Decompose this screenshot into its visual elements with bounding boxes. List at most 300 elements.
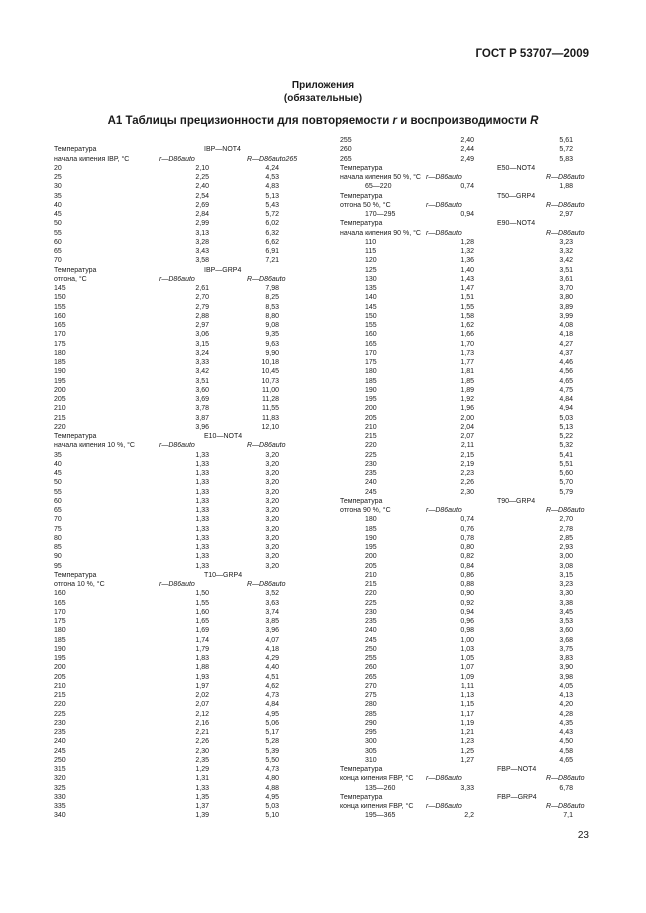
reproducibility-cell: 6,78 — [559, 784, 573, 792]
table-row — [340, 700, 575, 709]
table-title-mid: и воспроизводимости — [397, 115, 531, 127]
reproducibility-cell: 5,39 — [265, 747, 279, 755]
table-row — [340, 626, 575, 635]
temperature-cell: 155 — [54, 303, 66, 311]
reproducibility-cell: 5,51 — [559, 460, 573, 468]
group-header-row — [340, 793, 575, 802]
temperature-cell: 265 — [340, 155, 352, 163]
table-row — [340, 478, 575, 487]
reproducibility-cell: 5,10 — [265, 812, 279, 820]
table-row — [54, 626, 314, 635]
temperature-cell: 45 — [54, 470, 62, 477]
reproducibility-cell: 4,75 — [559, 386, 573, 394]
param-label: начала кипения IBP, °С — [54, 155, 130, 163]
group-subheader-row — [340, 173, 585, 182]
repeatability-cell: 1,00 — [460, 636, 474, 644]
table-row — [340, 737, 575, 746]
temperature-cell: 35 — [54, 192, 62, 200]
temperature-cell: 200 — [365, 553, 377, 561]
reproducibility-cell: 9,35 — [265, 331, 279, 339]
repeatability-cell: 2,99 — [195, 220, 209, 228]
param-label: Температура — [340, 793, 383, 801]
param-label: конца кипения FBP, °С — [340, 803, 414, 810]
param-label: Температура — [340, 220, 383, 228]
repeatability-cell: 1,33 — [195, 507, 209, 514]
temperature-cell: 195—365 — [365, 812, 396, 820]
reproducibility-cell: 4,27 — [559, 340, 573, 348]
repeatability-cell: 1,09 — [460, 673, 474, 681]
temperature-cell: 240 — [365, 627, 377, 635]
table-row — [340, 654, 575, 663]
repeatability-header: r—D86auto — [426, 507, 462, 514]
temperature-cell: 230 — [365, 608, 377, 616]
temperature-cell: 260 — [365, 664, 377, 672]
method-code: E50—NOT4 — [497, 164, 536, 172]
group-header-row — [340, 497, 575, 506]
repeatability-cell: 1,79 — [195, 645, 209, 653]
temperature-cell: 180 — [54, 627, 66, 635]
reproducibility-cell: 4,84 — [559, 396, 573, 403]
table-row — [340, 784, 575, 793]
reproducibility-cell: 3,68 — [559, 636, 573, 644]
temperature-cell: 65—220 — [365, 183, 392, 191]
repeatability-cell: 2,30 — [460, 488, 474, 496]
repeatability-cell: 1,62 — [460, 322, 474, 329]
repeatability-cell: 1,70 — [460, 340, 474, 348]
right-table-column — [340, 136, 585, 821]
temperature-cell: 195 — [54, 377, 66, 385]
reproducibility-cell: 3,20 — [265, 525, 279, 533]
table-title-prefix: А1 Таблицы прецизионности для повторяемости — [107, 115, 393, 127]
repeatability-header: r—D86auto — [426, 229, 462, 237]
repeatability-cell: 3,43 — [195, 248, 209, 255]
param-label: Температура — [54, 571, 97, 579]
repeatability-header: r—D86auto — [426, 174, 462, 181]
table-row — [54, 636, 314, 645]
reproducibility-cell: 3,89 — [559, 303, 573, 311]
temperature-cell: 190 — [54, 645, 66, 653]
repeatability-cell: 0,98 — [460, 627, 474, 635]
repeatability-header: r—D86auto — [159, 442, 195, 450]
table-row — [54, 386, 314, 395]
reproducibility-cell: 3,75 — [559, 645, 573, 653]
temperature-cell: 30 — [54, 183, 62, 191]
group-subheader-row — [340, 802, 585, 811]
repeatability-cell: 2,23 — [460, 470, 474, 477]
temperature-cell: 265 — [365, 673, 377, 681]
repeatability-cell: 2,19 — [460, 460, 474, 468]
repeatability-cell: 1,43 — [460, 275, 474, 283]
group-header-row — [340, 192, 575, 201]
reproducibility-cell: 3,23 — [559, 581, 573, 588]
table-row — [54, 793, 314, 802]
reproducibility-cell: 3,20 — [265, 497, 279, 505]
reproducibility-cell: 3,30 — [559, 590, 573, 598]
reproducibility-cell: 5,41 — [559, 451, 573, 459]
table-row — [340, 571, 575, 580]
temperature-cell: 50 — [54, 479, 62, 487]
reproducibility-cell: 3,96 — [265, 627, 279, 635]
reproducibility-cell: 9,90 — [265, 349, 279, 357]
param-label: начала кипения 90 %, °С — [340, 229, 421, 237]
group-header-row — [54, 266, 314, 275]
repeatability-cell: 2,02 — [195, 692, 209, 699]
param-label: отгона 10 %, °С — [54, 581, 105, 588]
table-row — [340, 460, 575, 469]
repeatability-cell: 1,33 — [195, 488, 209, 496]
temperature-cell: 45 — [54, 211, 62, 218]
reproducibility-cell: 3,20 — [265, 451, 279, 459]
temperature-cell: 175 — [54, 618, 66, 625]
repeatability-cell: 2,61 — [195, 285, 209, 292]
reproducibility-cell: 3,38 — [559, 599, 573, 607]
table-row — [340, 330, 575, 339]
reproducibility-cell: 5,83 — [559, 155, 573, 163]
temperature-cell: 190 — [365, 534, 377, 542]
temperature-cell: 55 — [54, 488, 62, 496]
table-row — [340, 155, 575, 164]
temperature-cell: 115 — [365, 248, 377, 255]
table-row — [340, 266, 575, 275]
group-subheader-row — [340, 774, 585, 783]
reproducibility-cell: 9,63 — [265, 340, 279, 348]
repeatability-cell: 1,50 — [195, 590, 209, 598]
table-row — [54, 192, 314, 201]
table-row — [340, 645, 575, 654]
repeatability-cell: 1,97 — [195, 682, 209, 690]
table-row — [340, 136, 575, 145]
reproducibility-cell: 6,32 — [265, 229, 279, 237]
table-row — [340, 321, 575, 330]
reproducibility-cell: 3,45 — [559, 608, 573, 616]
repeatability-cell: 1,33 — [195, 562, 209, 570]
table-row — [340, 303, 575, 312]
temperature-cell: 245 — [365, 488, 377, 496]
param-label: отгона, °С — [54, 275, 87, 283]
reproducibility-cell: 5,03 — [265, 803, 279, 810]
temperature-cell: 170 — [54, 608, 66, 616]
temperature-cell: 180 — [365, 516, 377, 524]
reproducibility-cell: 4,88 — [265, 784, 279, 792]
temperature-cell: 275 — [365, 692, 377, 699]
reproducibility-cell: 3,80 — [559, 294, 573, 302]
temperature-cell: 20 — [54, 164, 62, 172]
method-code: T90—GRP4 — [497, 497, 536, 505]
repeatability-cell: 0,90 — [460, 590, 474, 598]
reproducibility-cell: 3,83 — [559, 655, 573, 662]
reproducibility-cell: 10,45 — [261, 368, 279, 376]
temperature-cell: 130 — [365, 275, 377, 283]
temperature-cell: 330 — [54, 793, 66, 801]
repeatability-header: r—D86auto — [426, 201, 462, 209]
repeatability-cell: 1,40 — [460, 266, 474, 274]
group-subheader-row — [54, 441, 314, 450]
reproducibility-header: R—D86auto265 — [247, 155, 298, 163]
reproducibility-cell: 3,20 — [265, 470, 279, 477]
table-row — [54, 673, 314, 682]
reproducibility-cell: 4,56 — [559, 368, 573, 376]
reproducibility-cell: 3,90 — [559, 664, 573, 672]
table-row — [340, 367, 575, 376]
reproducibility-cell: 3,20 — [265, 460, 279, 468]
table-row — [54, 802, 314, 811]
table-row — [340, 562, 575, 571]
reproducibility-cell: 3,00 — [559, 553, 573, 561]
table-row — [54, 765, 314, 774]
temperature-cell: 320 — [54, 775, 66, 783]
repeatability-cell: 2,79 — [195, 303, 209, 311]
temperature-cell: 190 — [365, 386, 377, 394]
temperature-cell: 340 — [54, 812, 66, 820]
temperature-cell: 55 — [54, 229, 62, 237]
repeatability-cell: 1,88 — [195, 664, 209, 672]
reproducibility-cell: 5,03 — [559, 414, 573, 422]
repeatability-cell: 2,49 — [460, 155, 474, 163]
repeatability-cell: 3,15 — [195, 340, 209, 348]
page-number: 23 — [577, 830, 589, 841]
temperature-cell: 225 — [365, 451, 377, 459]
repeatability-cell: 1,55 — [195, 599, 209, 607]
repeatability-cell: 2,2 — [464, 812, 474, 820]
table-row — [54, 617, 314, 626]
temperature-cell: 205 — [365, 414, 377, 422]
table-row — [340, 811, 575, 820]
reproducibility-cell: 5,22 — [559, 433, 573, 440]
repeatability-cell: 2,97 — [195, 322, 209, 329]
repeatability-cell: 2,04 — [460, 423, 474, 431]
repeatability-cell: 3,69 — [195, 396, 209, 403]
temperature-cell: 295 — [365, 729, 377, 736]
reproducibility-cell: 9,08 — [265, 322, 279, 329]
temperature-cell: 110 — [365, 238, 377, 246]
reproducibility-cell: 5,60 — [559, 470, 573, 477]
reproducibility-header: R—D86auto — [546, 174, 585, 181]
table-row — [54, 691, 314, 700]
temperature-cell: 180 — [365, 368, 377, 376]
reproducibility-cell: 10,73 — [261, 377, 279, 385]
reproducibility-cell: 4,46 — [559, 359, 573, 366]
table-row — [54, 219, 314, 228]
table-row — [340, 682, 575, 691]
method-code: E90—NOT4 — [497, 220, 536, 228]
reproducibility-cell: 3,20 — [265, 544, 279, 551]
table-row — [340, 451, 575, 460]
reproducibility-header: R—D86auto — [247, 442, 286, 450]
repeatability-cell: 0,96 — [460, 618, 474, 625]
repeatability-cell: 2,07 — [195, 701, 209, 709]
table-row — [54, 562, 314, 571]
repeatability-cell: 2,12 — [195, 710, 209, 718]
table-row — [54, 497, 314, 506]
table-row — [54, 719, 314, 728]
temperature-cell: 70 — [54, 516, 62, 524]
reproducibility-header: R—D86auto — [546, 775, 585, 783]
group-subheader-row — [340, 506, 585, 515]
reproducibility-cell: 4,18 — [265, 645, 279, 653]
repeatability-cell: 1,37 — [195, 803, 209, 810]
temperature-cell: 135 — [365, 285, 377, 292]
group-header-row — [340, 765, 575, 774]
reproducibility-cell: 4,28 — [559, 710, 573, 718]
repeatability-cell: 3,33 — [195, 359, 209, 366]
repeatability-cell: 1,73 — [460, 349, 474, 357]
repeatability-cell: 2,07 — [460, 433, 474, 440]
param-label: Температура — [340, 766, 383, 773]
repeatability-cell: 1,39 — [195, 812, 209, 820]
reproducibility-cell: 11,55 — [262, 405, 279, 413]
temperature-cell: 240 — [365, 479, 377, 487]
table-row — [340, 414, 575, 423]
reproducibility-cell: 3,15 — [559, 571, 573, 579]
repeatability-cell: 1,33 — [195, 497, 209, 505]
temperature-cell: 280 — [365, 701, 377, 709]
reproducibility-cell: 11,28 — [262, 396, 279, 403]
repeatability-cell: 0,94 — [460, 211, 474, 218]
reproducibility-cell: 3,99 — [559, 312, 573, 320]
reproducibility-cell: 2,93 — [559, 544, 573, 551]
temperature-cell: 185 — [365, 525, 377, 533]
table-row — [54, 340, 314, 349]
temperature-cell: 255 — [365, 655, 377, 662]
repeatability-cell: 3,13 — [195, 229, 209, 237]
table-row — [54, 395, 314, 404]
temperature-cell: 220 — [365, 442, 377, 450]
repeatability-cell: 0,84 — [460, 562, 474, 570]
method-code: FBP—GRP4 — [497, 793, 537, 801]
table-row — [340, 275, 575, 284]
table-row — [340, 525, 575, 534]
table-row — [340, 710, 575, 719]
table-row — [340, 580, 575, 589]
table-row — [54, 293, 314, 302]
repeatability-cell: 1,83 — [195, 655, 209, 662]
repeatability-cell: 2,00 — [460, 414, 474, 422]
method-code: E10—NOT4 — [204, 433, 243, 440]
temperature-cell: 210 — [365, 423, 377, 431]
repeatability-cell: 0,88 — [460, 581, 474, 588]
table-row — [340, 756, 575, 765]
table-row — [54, 330, 314, 339]
repeatability-cell: 1,29 — [195, 766, 209, 773]
temperature-cell: 200 — [54, 386, 66, 394]
temperature-cell: 75 — [54, 525, 62, 533]
reproducibility-cell: 5,43 — [265, 201, 279, 209]
table-row — [54, 682, 314, 691]
table-row — [54, 247, 314, 256]
table-row — [54, 469, 314, 478]
reproducibility-cell: 7,21 — [265, 257, 279, 265]
repeatability-cell: 1,27 — [460, 756, 474, 764]
repeatability-cell: 1,28 — [460, 238, 474, 246]
repeatability-cell: 2,69 — [195, 201, 209, 209]
reproducibility-cell: 3,20 — [265, 534, 279, 542]
repeatability-cell: 1,33 — [195, 516, 209, 524]
temperature-cell: 170—295 — [365, 211, 396, 218]
reproducibility-cell: 3,32 — [559, 248, 573, 255]
temperature-cell: 205 — [365, 562, 377, 570]
temperature-cell: 40 — [54, 460, 62, 468]
group-header-row — [340, 219, 575, 228]
reproducibility-cell: 8,80 — [265, 312, 279, 320]
reproducibility-cell: 4,95 — [265, 793, 279, 801]
temperature-cell: 260 — [340, 146, 352, 154]
repeatability-cell: 1,33 — [195, 525, 209, 533]
table-row — [54, 710, 314, 719]
repeatability-cell: 3,42 — [195, 368, 209, 376]
temperature-cell: 250 — [54, 756, 66, 764]
repeatability-header: r—D86auto — [426, 803, 462, 810]
group-subheader-row — [54, 275, 314, 284]
reproducibility-cell: 4,07 — [265, 636, 279, 644]
table-row — [340, 719, 575, 728]
reproducibility-cell: 4,80 — [265, 775, 279, 783]
reproducibility-cell: 4,83 — [265, 183, 279, 191]
table-row — [54, 663, 314, 672]
reproducibility-cell: 4,73 — [265, 766, 279, 773]
repeatability-cell: 1,96 — [460, 405, 474, 413]
temperature-cell: 200 — [365, 405, 377, 413]
temperature-cell: 170 — [54, 331, 66, 339]
param-label: Температура — [340, 164, 383, 172]
reproducibility-cell: 5,70 — [559, 479, 573, 487]
table-row — [54, 488, 314, 497]
temperature-cell: 240 — [54, 738, 66, 746]
temperature-cell: 305 — [365, 747, 377, 755]
repeatability-cell: 1,33 — [195, 784, 209, 792]
reproducibility-cell: 3,20 — [265, 562, 279, 570]
reproducibility-header: R—D86auto — [247, 275, 286, 283]
reproducibility-cell: 3,51 — [559, 266, 573, 274]
temperature-cell: 95 — [54, 562, 62, 570]
temperature-cell: 300 — [365, 738, 377, 746]
repeatability-header: r—D86auto — [159, 155, 195, 163]
temperature-cell: 185 — [54, 359, 66, 366]
reproducibility-cell: 5,32 — [559, 442, 573, 450]
repeatability-cell: 2,35 — [195, 756, 209, 764]
param-label: Температура — [54, 266, 97, 274]
temperature-cell: 120 — [365, 257, 377, 265]
reproducibility-cell: 3,63 — [265, 599, 279, 607]
table-row — [340, 589, 575, 598]
param-label: конца кипения FBP, °С — [340, 775, 414, 783]
table-row — [340, 534, 575, 543]
blank-row — [54, 136, 314, 145]
group-subheader-row — [54, 580, 314, 589]
reproducibility-cell: 3,98 — [559, 673, 573, 681]
reproducibility-cell: 4,51 — [265, 673, 279, 681]
table-row — [54, 256, 314, 265]
table-row — [340, 145, 575, 154]
temperature-cell: 210 — [365, 571, 377, 579]
temperature-cell: 200 — [54, 664, 66, 672]
repeatability-cell: 3,87 — [195, 414, 209, 422]
repeatability-cell: 3,78 — [195, 405, 209, 413]
table-row — [54, 700, 314, 709]
reproducibility-cell: 4,08 — [559, 322, 573, 329]
group-header-row — [340, 164, 575, 173]
reproducibility-header: R—D86auto — [546, 507, 585, 514]
repeatability-cell: 1,74 — [195, 636, 209, 644]
reproducibility-cell: 3,52 — [265, 590, 279, 598]
table-row — [54, 515, 314, 524]
temperature-cell: 325 — [54, 784, 66, 792]
temperature-cell: 235 — [54, 729, 66, 736]
reproducibility-cell: 3,20 — [265, 507, 279, 514]
table-row — [54, 534, 314, 543]
table-row — [54, 404, 314, 413]
temperature-cell: 85 — [54, 544, 62, 551]
reproducibility-cell: 4,20 — [559, 701, 573, 709]
